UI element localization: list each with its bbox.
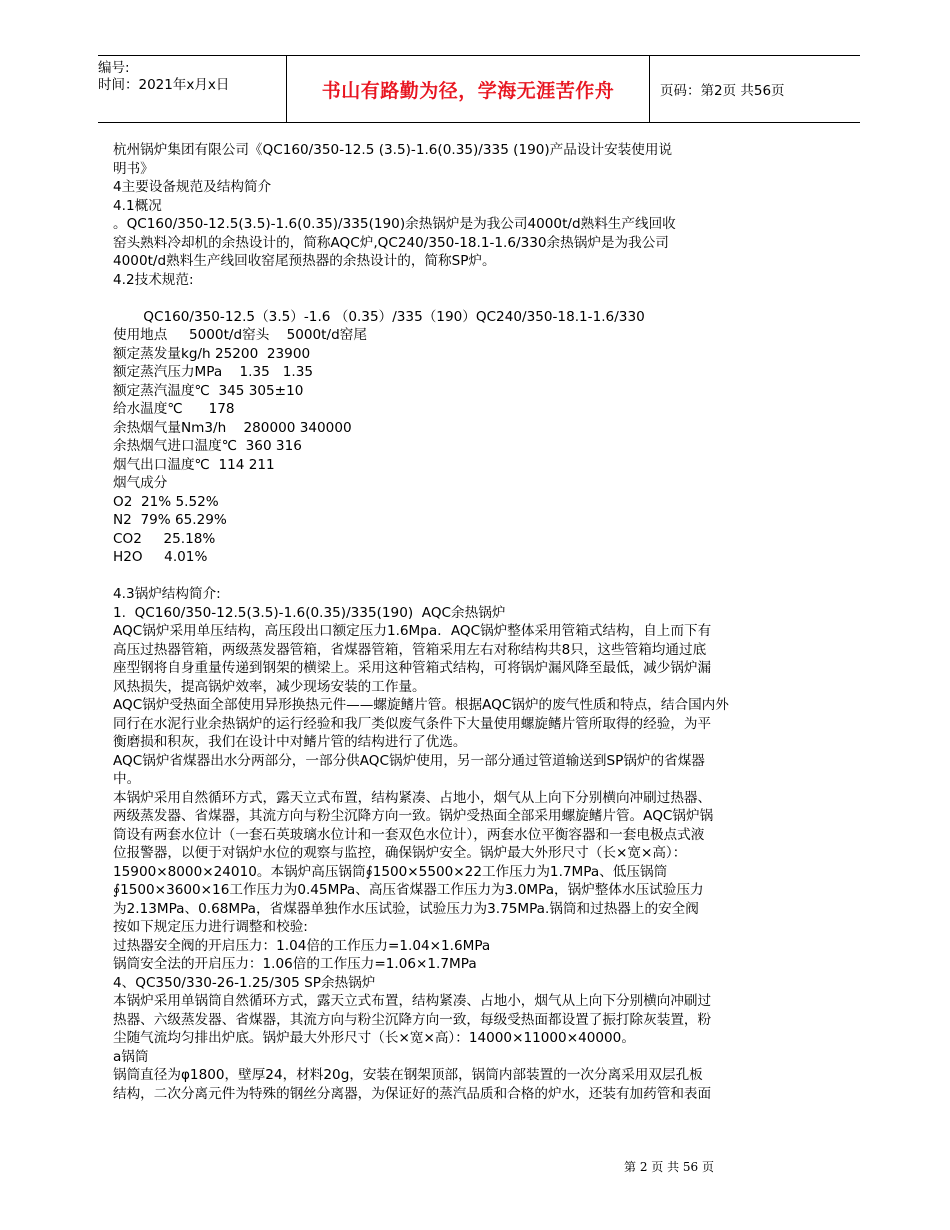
- text-line: 4主要设备规范及结构简介: [113, 179, 272, 195]
- text-line: 锅筒直径为φ1800，壁厚24，材料20g，安装在钢架顶部，锅筒内部装置的一次分离采用双层孔板: [113, 1067, 703, 1083]
- text-line: 4.2技术规范:: [113, 271, 194, 288]
- text-line: 过热器安全阀的开启压力：1.04倍的工作压力=1.04×1.6MPa: [113, 937, 491, 954]
- text-line: AQC锅炉受热面全部使用异形换热元件——螺旋鳍片管。根据AQC锅炉的废气性质和特点，结合国内外: [113, 697, 729, 713]
- text-line: AQC锅炉省煤器出水分两部分，一部分供AQC锅炉使用，另一部分通过管道输送到SP锅炉的省煤器: [113, 752, 705, 769]
- text-line: 。QC160/350-12.5(3.5)-1.6(0.35)/335(190)余热锅炉是为我公司4000t/d熟料生产线回收: [113, 216, 676, 232]
- text-line: 1. QC160/350-12.5(3.5)-1.6(0.35)/335(190) AQC余热锅炉: [113, 604, 506, 621]
- text-line: 额定蒸汽压力MPa 1.35 1.35: [113, 364, 313, 380]
- text-line: 4000t/d熟料生产线回收窑尾预热器的余热设计的，简称SP炉。: [113, 253, 496, 269]
- text-line: 按如下规定压力进行调整和校验:: [113, 919, 308, 935]
- footer-page-number: 第 2 页 共 56 页: [624, 1160, 714, 1174]
- text-line: 额定蒸汽温度℃ 345 305±10: [113, 382, 304, 399]
- text-line: 4、QC350/330-26-1.25/305 SP余热锅炉: [113, 974, 376, 991]
- text-line: a锅筒: [113, 1048, 149, 1065]
- header-motto-cell: [286, 56, 650, 122]
- text-line: 两级蒸发器、省煤器，其流方向与粉尘沉降方向一致。锅炉受热面全部采用螺旋鳍片管。AQC锅炉锅: [113, 808, 714, 824]
- text-line: 尘随气流均匀排出炉底。锅炉最大外形尺寸（长×宽×高）：14000×11000×40000。: [113, 1030, 635, 1046]
- header-left-cell: [98, 56, 286, 122]
- text-line: QC160/350-12.5（3.5）-1.6 （0.35）/335（190）QC240/350-18.1-1.6/330: [113, 308, 645, 325]
- page-footer: [0, 1158, 950, 1175]
- text-line: 为2.13MPa、0.68MPa，省煤器单独作水压试验，试验压力为3.75MPa.锅筒和过热器上的安全阀: [113, 900, 699, 917]
- header-page-cell: [650, 56, 860, 122]
- text-line: 4.3锅炉结构简介:: [113, 586, 221, 602]
- text-line: 本锅炉采用自然循环方式，露天立式布置，结构紧凑、占地小，烟气从上向下分别横向冲刷过热器、: [113, 789, 712, 806]
- text-line: 热器、六级蒸发器、省煤器，其流方向与粉尘沉降方向一致，每级受热面都设置了振打除灰装置，粉: [113, 1011, 712, 1028]
- text-line: 结构，二次分离元件为特殊的钢丝分离器，为保证好的蒸汽品质和合格的炉水，还装有加药管和表面: [113, 1085, 712, 1102]
- text-line: 衡磨损和积灰，我们在设计中对鳍片管的结构进行了优选。: [113, 734, 467, 750]
- text-line: 烟气出口温度℃ 114 211: [113, 456, 275, 473]
- text-line: N2 79% 65.29%: [113, 512, 227, 528]
- text-line: 15900×8000×24010。本锅炉高压锅筒∮1500×5500×22工作压力为1.7MPa、低压锅筒: [113, 863, 668, 880]
- blank-line: [113, 289, 843, 308]
- text-line: 明书》: [113, 160, 154, 177]
- text-line: 位报警器，以便于对锅炉水位的观察与监控，确保锅炉安全。锅炉最大外形尺寸（长×宽×高）：: [113, 845, 687, 861]
- page-header: [98, 55, 860, 123]
- text-line: 风热损失，提高锅炉效率，减少现场安装的工作量。: [113, 678, 426, 695]
- text-line: 窑头熟料冷却机的余热设计的，简称AQC炉,QC240/350-18.1-1.6/330余热锅炉是为我公司: [113, 234, 669, 251]
- text-line: 筒设有两套水位计（一套石英玻璃水位计和一套双色水位计），两套水位平衡容器和一套电极点式液: [113, 826, 705, 843]
- blank-line: [113, 567, 843, 586]
- text-line: 烟气成分: [113, 475, 168, 491]
- text-line: 锅筒安全法的开启压力：1.06倍的工作压力=1.06×1.7MPa: [113, 956, 477, 972]
- text-line: 4.1概况: [113, 197, 162, 214]
- text-line: 中。: [113, 771, 141, 787]
- text-line: 杭州锅炉集团有限公司《QC160/350-12.5 (3.5)-1.6(0.35)/335 (190)产品设计安装使用说: [113, 142, 673, 158]
- text-line: 额定蒸发量kg/h 25200 23900: [113, 345, 311, 362]
- text-line: 余热烟气进口温度℃ 360 316: [113, 438, 302, 454]
- text-line: O2 21% 5.52%: [113, 493, 219, 510]
- text-line: 余热烟气量Nm3/h 280000 340000: [113, 419, 352, 436]
- header-motto: 书山有路勤为径，学海无涯苦作舟: [321, 79, 615, 102]
- text-line: 使用地点 5000t/d窑头 5000t/d窑尾: [113, 327, 367, 343]
- text-line: ∮1500×3600×16工作压力为0.45MPa、高压省煤器工作压力为3.0MPa，锅炉整体水压试验压力: [113, 882, 704, 898]
- text-line: 座型钢将自身重量传递到钢架的横梁上。采用这种管箱式结构，可将锅炉漏风降至最低，减少锅炉漏: [113, 660, 712, 676]
- text-line: 给水温度℃ 178: [113, 401, 235, 417]
- document-number-label: 编号:: [98, 60, 130, 76]
- document-body: [113, 141, 843, 1103]
- text-line: 高压过热器管箱，两级蒸发器管箱，省煤器管箱，管箱采用左右对称结构共8只，这些管箱均通过底: [113, 641, 707, 658]
- document-date: 时间：2021年x月x日: [98, 77, 230, 93]
- text-line: H2O 4.01%: [113, 549, 208, 565]
- text-line: AQC锅炉采用单压结构，高压段出口额定压力1.6Mpa．AQC锅炉整体采用管箱式结构，自上而下有: [113, 623, 712, 639]
- text-line: 同行在水泥行业余热锅炉的运行经验和我厂类似废气条件下大量使用螺旋鳍片管所取得的经验，为平: [113, 715, 712, 732]
- header-page-info: 页码：第2页 共56页: [660, 83, 785, 99]
- text-line: 本锅炉采用单锅筒自然循环方式，露天立式布置，结构紧凑、占地小，烟气从上向下分别横向冲刷过: [113, 993, 712, 1009]
- text-line: CO2 25.18%: [113, 530, 216, 547]
